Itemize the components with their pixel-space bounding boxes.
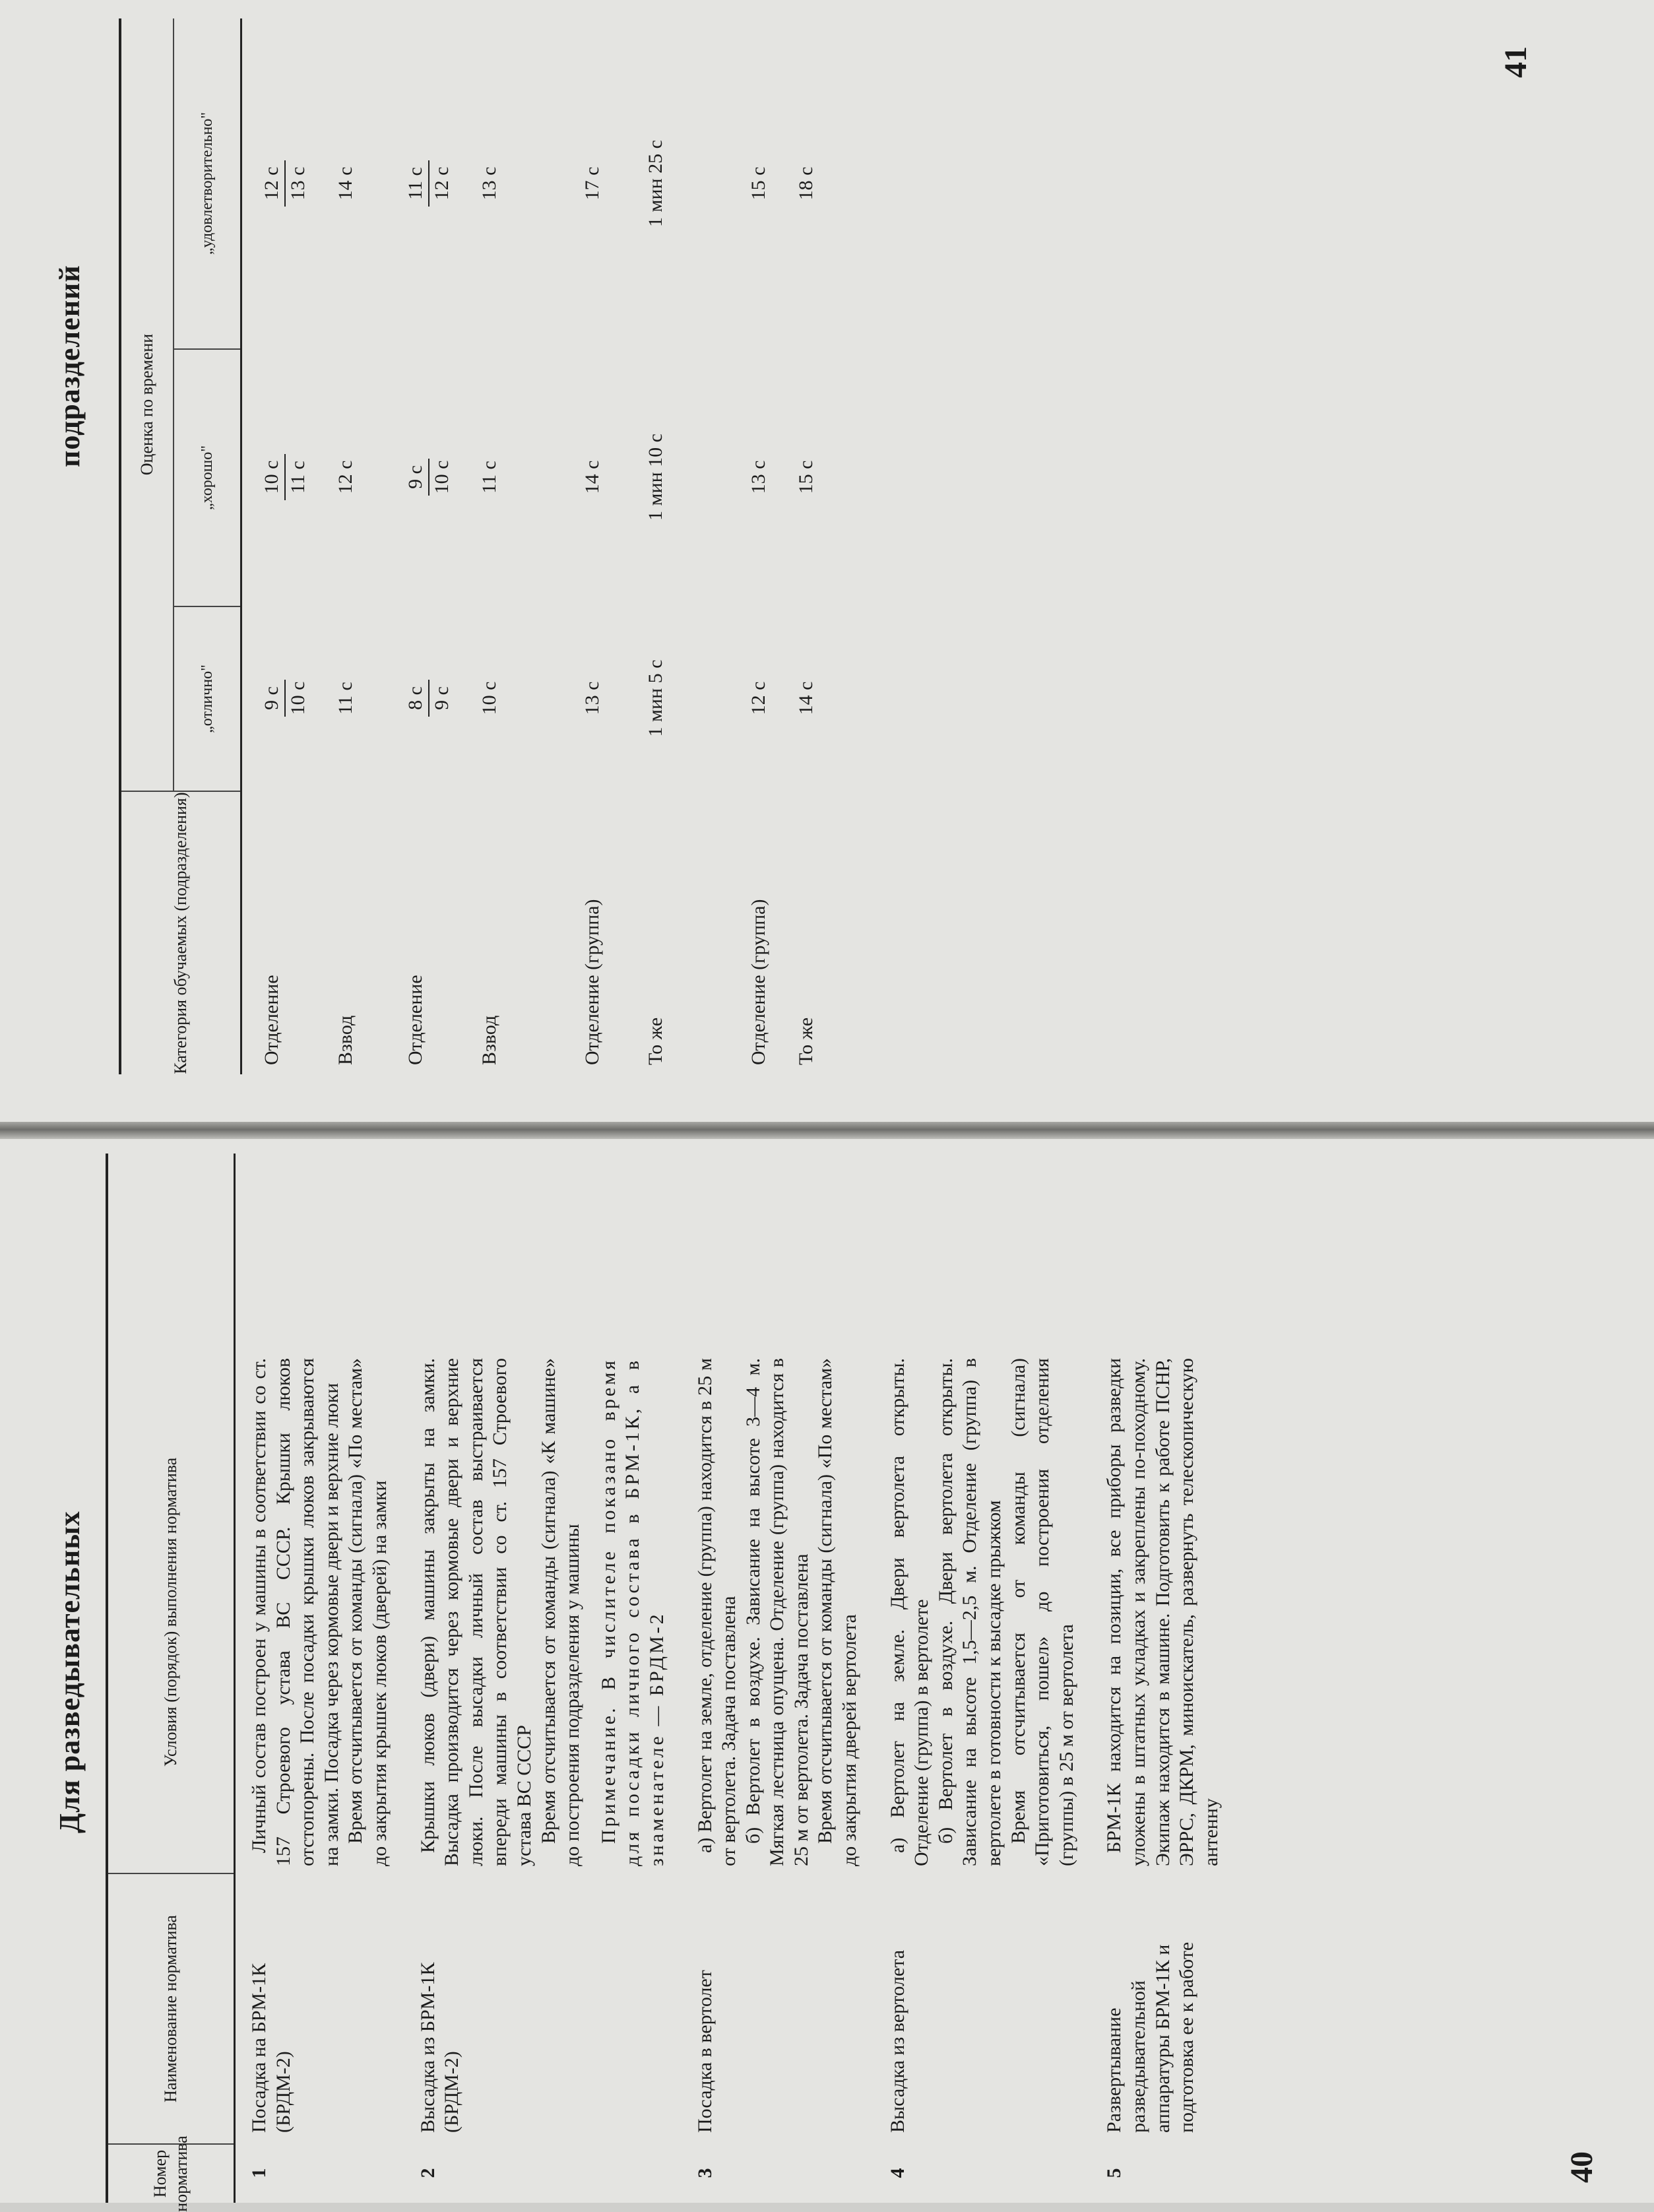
grade-satisfactory: 17 с <box>581 166 603 201</box>
header-satisfactory: „удовлетворительно" <box>198 112 216 255</box>
left-page-number: 40 <box>1564 2151 1599 2183</box>
standards-table <box>106 1154 1235 2212</box>
grade-good <box>400 348 457 606</box>
row-name: Посадка на БРМ-1К (БРДМ-2) <box>248 1963 294 2133</box>
condition-text: а) Вертолет на земле, отделение (группа) находится в 25 м от вертолета. Задача поставлена <box>693 1358 740 1866</box>
grades-row <box>474 18 505 1074</box>
grade-good: 12 с <box>334 460 356 494</box>
grade-excellent: 14 с <box>795 681 817 715</box>
header-num: Номер норматива <box>108 2143 234 2203</box>
table-row <box>236 1154 404 2203</box>
row-category: Отделение (группа) <box>747 899 769 1065</box>
fraction-numerator: 9 с <box>261 680 286 717</box>
grade-satisfactory: 1 мин 25 с <box>645 140 666 227</box>
condition-text: Время отсчитывается от команды (сигнала) «К машине» до построения подразделения у машины <box>537 1358 584 1866</box>
fraction-denominator: 10 с <box>287 681 309 715</box>
grades-row <box>577 18 608 1074</box>
condition-text: Время отсчитывается от команды (сигнала) «Приготовиться, пошел» до построения отделения (группы) в 25 м от вертолета <box>1007 1358 1077 1866</box>
row-category: Отделение <box>261 975 282 1065</box>
fraction-numerator: 9 с <box>404 459 429 496</box>
fraction-numerator: 10 с <box>261 454 286 501</box>
table-row <box>682 1154 874 2203</box>
table-row <box>874 1154 1091 2203</box>
fraction-numerator: 11 с <box>404 160 429 207</box>
grade-good: 14 с <box>581 460 603 494</box>
fraction-value <box>404 459 453 496</box>
grade-good: 15 с <box>795 460 817 494</box>
grades-table-body <box>257 18 821 1074</box>
fraction-value <box>261 160 309 207</box>
row-conditions <box>236 1351 404 1873</box>
row-num: 3 <box>693 2168 716 2178</box>
right-page-title: подразделений <box>53 265 86 467</box>
row-name: Высадка из вертолета <box>886 1949 908 2133</box>
table-row <box>1091 1154 1235 2203</box>
grades-row <box>257 18 313 1074</box>
fraction-denominator: 10 с <box>431 460 453 494</box>
row-category: Взвод <box>334 1015 356 1065</box>
grade-satisfactory: 15 с <box>747 166 769 201</box>
row-category: Отделение (группа) <box>581 899 603 1065</box>
row-name: Развертывание разведывательной аппаратуры БРМ-1К и подготовка ее к работе <box>1103 1941 1198 2133</box>
condition-text: б) Вертолет в воздухе. Двери вертолета открыты. Зависание на высоте 1,5—2,5 м. Отделение (группа) в вертолете в готовности к высадке прыжком <box>934 1358 1005 1866</box>
grade-good: 1 мин 10 с <box>645 434 666 521</box>
grades-table-header <box>119 18 242 1074</box>
header-grade-title: Оценка по времени <box>121 18 174 791</box>
row-category: Отделение <box>404 975 426 1065</box>
standards-table-header <box>106 1154 236 2212</box>
header-name: Наименование норматива <box>108 1873 234 2143</box>
grade-good: 11 с <box>478 461 500 494</box>
grade-excellent: 11 с <box>334 682 356 715</box>
grade-satisfactory: 13 с <box>478 166 500 201</box>
row-category: Взвод <box>478 1015 500 1065</box>
row-category: То же <box>645 1017 666 1065</box>
header-category: Категория обучаемых (подразделения) <box>121 791 240 1074</box>
left-page-content <box>0 1135 1654 2212</box>
grades-row <box>744 18 774 1074</box>
grade-satisfactory <box>257 18 313 348</box>
row-num: 1 <box>248 2168 270 2178</box>
row-conditions <box>682 1351 874 1873</box>
fraction-numerator: 8 с <box>404 680 429 717</box>
grade-excellent <box>400 606 457 791</box>
header-conditions: Условия (порядок) выполнения норматива <box>160 1457 180 1767</box>
fraction-value <box>261 680 309 717</box>
grade-excellent <box>257 606 313 791</box>
fraction-denominator: 9 с <box>431 686 453 710</box>
grades-row <box>641 18 671 1074</box>
condition-text: б) Вертолет в воздухе. Зависание на высоте 3—4 м. Мягкая лестница опущена. Отделение (группа) находится в 25 м от вертолета. Задача поставлена <box>742 1358 812 1866</box>
fraction-value <box>404 680 453 717</box>
grade-excellent: 13 с <box>581 681 603 715</box>
row-conditions <box>874 1351 1091 1873</box>
grade-satisfactory: 18 с <box>795 166 817 201</box>
grades-row <box>400 18 457 1074</box>
header-grades <box>174 18 240 791</box>
grades-row <box>331 18 361 1074</box>
row-conditions <box>404 1351 682 1873</box>
fraction-value <box>261 454 309 501</box>
condition-text: Личный состав построен у машины в соответствии со ст. 157 Строевого устава ВС СССР. Крышки люков отстопорены. После посадки крышки люков закрываются на замки. Посадка через кормовые двери и верхние люки <box>248 1358 342 1866</box>
row-conditions <box>1091 1351 1235 1873</box>
row-num: 5 <box>1103 2168 1126 2178</box>
fraction-denominator: 12 с <box>431 166 453 201</box>
row-num: 4 <box>886 2168 908 2178</box>
header-excellent: „отлично" <box>174 606 240 791</box>
condition-text: а) Вертолет на земле. Двери вертолета открыты. Отделение (группа) в вертолете <box>886 1358 933 1866</box>
fraction-numerator: 12 с <box>261 160 286 207</box>
right-page-number: 41 <box>1498 46 1533 78</box>
grade-satisfactory <box>400 18 457 348</box>
condition-text: Крышки люков (двери) машины закрыты на замки. Высадка производится через кормовые двери и верхние люки. После высадки личный состав выстраивается впереди машины в соответствии со ст. 157 Строевого устава ВС СССР <box>416 1358 535 1866</box>
condition-text: БРМ-1К находится на позиции, все приборы разведки уложены в штатных укладках и закреплены по-походному. Экипаж находится в машине. Подготовить к работе ПСНР, ЭРРС, ДКРМ, миноискатель, развернуть телескопическую антенну <box>1103 1358 1222 1866</box>
condition-text: Время отсчитывается от команды (сигнала) «По местам» до закрытия крышек люков (дверей) на замки <box>344 1358 391 1866</box>
header-grade-group <box>121 18 240 791</box>
row-category: То же <box>795 1017 817 1065</box>
row-num: 2 <box>416 2168 439 2178</box>
left-page-title: Для разведывательных <box>53 1511 86 1833</box>
grade-satisfactory: 14 с <box>334 166 356 201</box>
grade-excellent: 10 с <box>478 681 500 715</box>
row-name: Высадка из БРМ-1К (БРДМ-2) <box>416 1962 463 2133</box>
fraction-value <box>404 160 453 207</box>
grade-excellent: 1 мин 5 с <box>645 659 666 737</box>
grade-good: 13 с <box>747 460 769 494</box>
grades-table <box>119 18 821 1074</box>
grade-excellent: 12 с <box>747 681 769 715</box>
grade-good <box>257 348 313 606</box>
grades-row <box>791 18 821 1074</box>
note-text: Примечание. В числителе показано время для посадки личного состава в БРМ-1К, а в знаменателе — БРДМ-2 <box>597 1358 668 1866</box>
fraction-denominator: 11 с <box>287 461 309 494</box>
row-name: Посадка в вертолет <box>693 1970 716 2133</box>
header-good: „хорошо" <box>174 348 240 606</box>
fraction-denominator: 13 с <box>287 166 309 201</box>
condition-text: Время отсчитывается от команды (сигнала) «По местам» до закрытия дверей вертолета <box>814 1358 861 1866</box>
table-row <box>404 1154 682 2203</box>
